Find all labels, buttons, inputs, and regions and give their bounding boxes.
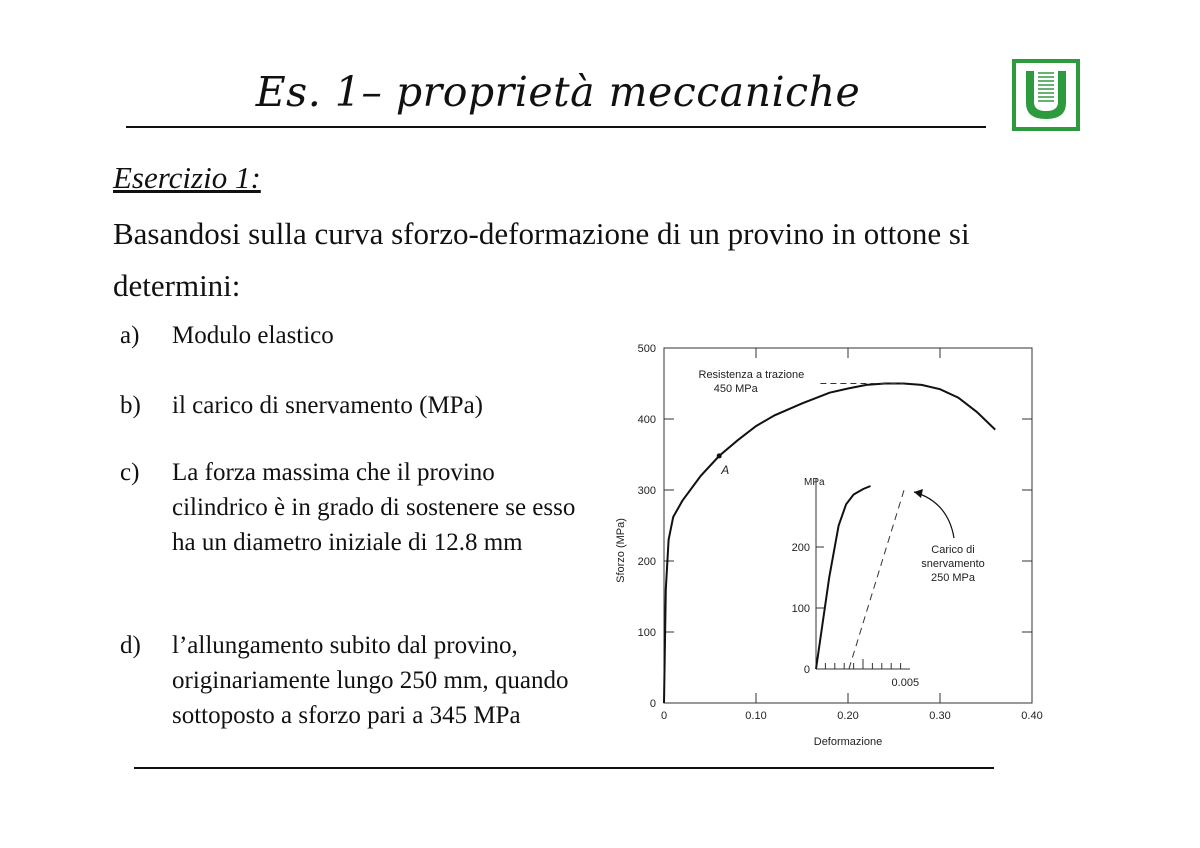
x-axis-label: Deformazione — [813, 736, 883, 748]
question-letter: c) — [120, 459, 140, 486]
inset-y-tick-label: 100 — [791, 603, 810, 615]
question-item — [120, 388, 582, 423]
y-tick-label: 100 — [637, 627, 656, 639]
exercise-heading: Esercizio 1: — [113, 160, 261, 195]
y-axis-label: Sforzo (MPa) — [615, 518, 627, 583]
x-tick-label: 0.10 — [745, 710, 767, 722]
y-tick-label: 300 — [637, 485, 656, 497]
question-item — [120, 318, 582, 353]
y-tick-label: 500 — [637, 343, 656, 355]
yield-arrow — [914, 492, 954, 538]
slide-title: Es. 1– proprietà meccaniche — [255, 68, 861, 116]
exercise-intro: Basandosi sulla curva sforzo-deformazione di un provino in ottone si determini: — [113, 216, 970, 303]
stress-strain-chart — [598, 326, 1048, 756]
inset-x-tick-label: 0.005 — [891, 677, 920, 689]
question-text: Modulo elastico — [172, 322, 334, 349]
point-a-label: A — [721, 462, 730, 477]
y-tick-label: 400 — [637, 414, 656, 426]
y-tick-label: 0 — [649, 698, 656, 710]
yield-label-3: 250 MPa — [930, 572, 976, 584]
x-tick-label: 0.30 — [929, 710, 951, 722]
x-tick-label: 0.40 — [1021, 710, 1043, 722]
inset-y-tick-label: 200 — [791, 542, 810, 554]
offset-line — [849, 486, 905, 669]
inset-curve — [816, 486, 871, 669]
question-letter: d) — [120, 632, 141, 659]
inset-y-label: MPa — [804, 477, 825, 488]
x-tick-label: 0.20 — [837, 710, 859, 722]
bottom-divider — [134, 767, 994, 769]
plot-frame — [664, 348, 1032, 703]
title-divider — [126, 126, 986, 128]
yield-label-1: Carico di — [931, 544, 975, 556]
tensile-strength-label: Resistenza a trazione — [698, 369, 805, 381]
yield-arrowhead — [914, 489, 923, 498]
y-tick-label: 200 — [637, 556, 656, 568]
inset-y-tick-label: 0 — [803, 664, 810, 676]
question-text: La forza massima che il provino cilindrico è in grado di sostenere se esso ha un diametro iniziale di 12.8 mm — [172, 459, 576, 556]
question-text: il carico di snervamento (MPa) — [172, 392, 484, 419]
question-item — [120, 628, 582, 733]
point-a — [717, 453, 722, 458]
x-tick-label: 0 — [660, 710, 668, 722]
question-item — [120, 455, 582, 560]
question-letter: a) — [120, 322, 140, 349]
tensile-strength-value: 450 MPa — [713, 383, 758, 395]
university-logo — [1012, 59, 1080, 131]
question-text: l’allungamento subito dal provino, originariamente lungo 250 mm, quando sottoposto a sforzo pari a 345 MPa — [172, 632, 569, 729]
yield-label-2: snervamento — [921, 558, 985, 570]
question-letter: b) — [120, 392, 141, 419]
